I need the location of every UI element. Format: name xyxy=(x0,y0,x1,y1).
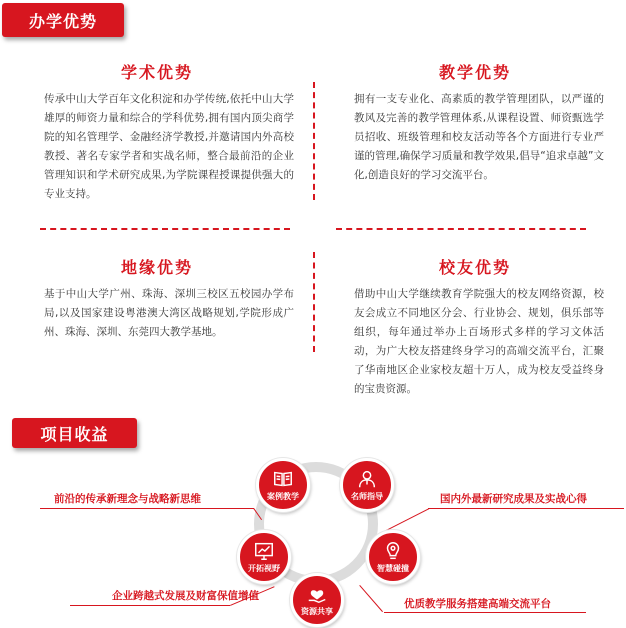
card-title-location: 地缘优势 xyxy=(120,258,193,277)
node-case-teaching xyxy=(256,458,310,512)
node-label: 智慧碰撞 xyxy=(377,564,409,573)
heart-hand-icon xyxy=(306,583,328,605)
leader-line xyxy=(384,612,586,613)
chart-screen-icon xyxy=(253,540,275,562)
leader-line xyxy=(428,508,624,509)
card-body-teaching: 拥有一支专业化、高素质的教学管理团队，以严谨的教风及完善的教学管理体系,从课程设置、师资甄选学员招收、班级管理和校友活动等各个方面进行专业严谨的管理,确保学习质量和教学效果,倡导“追求卓越”文化,创造良好的学习交流平台。 xyxy=(354,93,604,181)
leader-line xyxy=(70,605,230,606)
vertical-divider-top xyxy=(313,82,315,200)
benefit-label: 优质教学服务搭建高端交流平台 xyxy=(404,598,551,610)
vertical-divider-bottom xyxy=(313,252,315,352)
teacher-icon xyxy=(356,468,378,490)
node-wisdom xyxy=(366,530,420,584)
card-body-alumni: 借助中山大学继续教育学院强大的校友网络资源，校友会成立不同地区分会、行业协会、规划，俱乐部等组织，每年通过举办上百场形式多样的学习文体活动，为广大校友搭建终身学习的高端交流平台，汇聚了华南地区企业家校友超十万人，成为校友受益终身的宝贵资源。 xyxy=(354,288,604,395)
card-title-academic: 学术优势 xyxy=(120,63,193,82)
section-title: 项目收益 xyxy=(40,424,109,444)
benefit-label: 企业跨越式发展及财富保值增值 xyxy=(112,590,259,602)
book-icon xyxy=(272,468,294,490)
node-label: 名师指导 xyxy=(351,492,383,501)
horizontal-divider-left xyxy=(40,228,290,230)
node-resource-sharing xyxy=(290,573,344,627)
benefit-label: 国内外最新研究成果及实战心得 xyxy=(440,493,587,505)
node-broaden-horizons xyxy=(237,530,291,584)
section-banner-benefits xyxy=(12,418,137,448)
horizontal-divider-right xyxy=(336,228,586,230)
card-title-alumni: 校友优势 xyxy=(438,258,511,277)
node-label: 案例教学 xyxy=(267,492,299,501)
section-title: 办学优势 xyxy=(28,11,97,31)
card-body-academic: 传承中山大学百年文化积淀和办学传统,依托中山大学雄厚的师资力量和综合的学科优势,拥有国内顶尖商学院的知名管理学、金融经济学教授,并邀请国内外高校教授、著名专家学者和实战名师，整合最前沿的企业管理知识和学术研究成果,为学院课程授课提供强大的专业支持。 xyxy=(44,93,294,200)
section-banner-advantages xyxy=(2,3,124,37)
card-body-location: 基于中山大学广州、珠海、深圳三校区五校园办学布局,以及国家建设粤港澳大湾区战略规划,学院形成广州、珠海、深圳、东莞四大教学基地。 xyxy=(44,288,294,338)
lightbulb-gear-icon xyxy=(382,540,404,562)
node-label: 开拓视野 xyxy=(248,564,280,573)
benefit-label: 前沿的传承新理念与战略新思维 xyxy=(54,493,201,505)
card-title-teaching: 教学优势 xyxy=(438,63,511,82)
leader-line xyxy=(359,585,383,612)
node-label: 资源共享 xyxy=(301,607,333,616)
leader-line xyxy=(386,508,429,531)
node-mentor xyxy=(340,458,394,512)
leader-line xyxy=(40,508,254,509)
